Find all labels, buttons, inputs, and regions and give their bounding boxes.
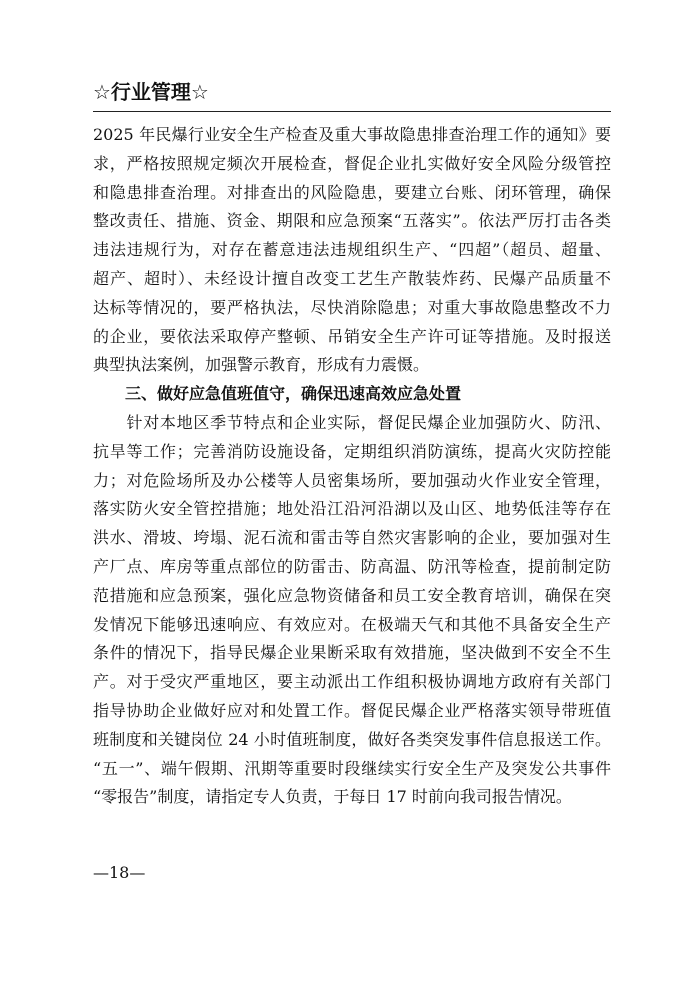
text-line: 超产、超时）、未经设计擅自改变工艺生产散装炸药、民爆产品质量不	[93, 268, 611, 288]
text-line: 力；对危险场所及办公楼等人员密集场所，要加强动火作业安全管理，	[93, 470, 611, 490]
text-line: 针对本地区季节特点和企业实际，督促民爆企业加强防火、防汛、	[93, 412, 611, 432]
text-line: 2025 年民爆行业安全生产检查及重大事故隐患排查治理工作的通知》要	[93, 125, 611, 144]
text-line: 条件的情况下，指导民爆企业果断采取有效措施，坚决做到不安全不生	[93, 643, 611, 663]
section-heading: 三、做好应急值班值守，确保迅速高效应急处置	[125, 384, 462, 404]
text-line: 整改责任、措施、资金、期限和应急预案“五落实”。依法严厉打击各类	[93, 211, 611, 231]
text-line: 产厂点、库房等重点部位的防雷击、防高温、防汛等检查，提前制定防	[93, 556, 611, 576]
text-line: “五一”、端午假期、汛期等重要时段继续实行安全生产及突发公共事件	[93, 758, 611, 778]
text-line: 典型执法案例，加强警示教育，形成有力震慑。	[93, 355, 430, 375]
text-line: 达标等情况的，要严格执法，尽快消除隐患；对重大事故隐患整改不力	[93, 297, 611, 317]
text-line: 落实防火安全管控措施；地处沿江沿河沿湖以及山区、地势低洼等存在	[93, 499, 611, 519]
text-line: 指导协助企业做好应对和处置工作。督促民爆企业严格落实领导带班值	[93, 700, 611, 720]
text-line: 洪水、滑坡、垮塌、泥石流和雷击等自然灾害影响的企业，要加强对生	[93, 528, 611, 548]
text-line: 发情况下能够迅速响应、有效应对。在极端天气和其他不具备安全生产	[93, 614, 611, 634]
text-line: 求，严格按照规定频次开展检查，督促企业扎实做好安全风险分级管控	[93, 153, 611, 173]
text-line: 和隐患排查治理。对排查出的风险隐患，要建立台账、闭环管理，确保	[93, 182, 611, 202]
section-header: ☆行业管理☆	[93, 80, 209, 104]
text-line: 违法违规行为，对存在蓄意违法违规组织生产、“四超”（超员、超量、	[93, 240, 611, 260]
text-line: 班制度和关键岗位 24 小时值班制度，做好各类突发事件信息报送工作。	[93, 729, 611, 749]
page-number: —18—	[93, 863, 146, 882]
document-body	[93, 121, 611, 812]
text-line: 的企业，要依法采取停产整顿、吊销安全生产许可证等措施。及时报送	[93, 326, 611, 346]
text-line: 产。对于受灾严重地区，要主动派出工作组积极协调地方政府有关部门	[93, 672, 611, 692]
text-line: “零报告”制度，请指定专人负责，于每日 17 时前向我司报告情况。	[93, 787, 572, 807]
text-line: 抗旱等工作；完善消防设施设备，定期组织消防演练，提高火灾防控能	[93, 441, 611, 461]
header-rule	[93, 111, 611, 112]
text-line: 范措施和应急预案，强化应急物资储备和员工安全教育培训，确保在突	[93, 585, 611, 605]
